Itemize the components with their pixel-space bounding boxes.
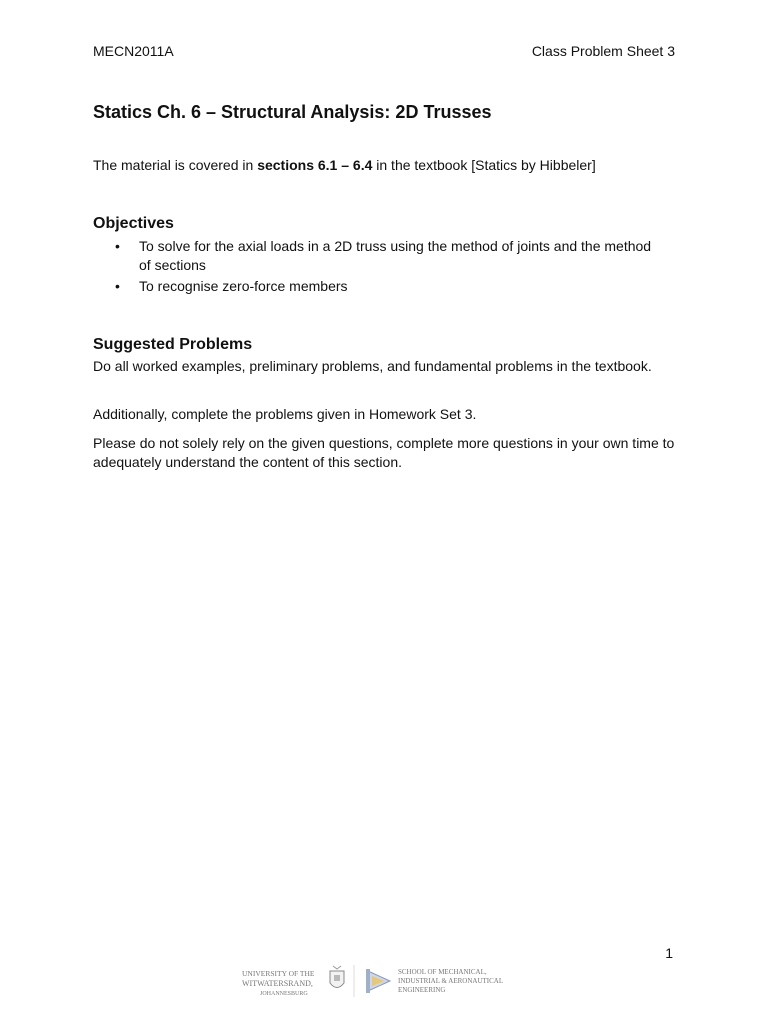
bullet-icon: • <box>115 238 120 254</box>
objective-text: To solve for the axial loads in a 2D truss using the method of joints and the method of sections <box>139 238 652 273</box>
objectives-heading: Objectives <box>93 215 174 232</box>
suggested-paragraph: Additionally, complete the problems given in Homework Set 3. <box>93 406 477 422</box>
intro-text-after: in the textbook [Statics by Hibbeler] <box>372 157 596 173</box>
intro-paragraph <box>93 157 596 173</box>
objective-item <box>93 277 653 296</box>
objectives-list <box>93 237 653 298</box>
university-logo <box>242 966 344 997</box>
page-title: Statics Ch. 6 – Structural Analysis: 2D Trusses <box>93 102 492 122</box>
objective-item <box>93 237 653 275</box>
university-logo-line: WITWATERSRAND, <box>242 979 313 988</box>
intro-text-bold: sections 6.1 – 6.4 <box>257 157 373 173</box>
school-logo-line: ENGINEERING <box>398 986 446 994</box>
school-logo <box>366 968 503 994</box>
university-logo-line: UNIVERSITY OF THE <box>242 969 315 978</box>
header-sheet-title: Class Problem Sheet 3 <box>531 43 675 59</box>
header-course-code: MECN2011A <box>93 43 174 59</box>
objective-text: To recognise zero-force members <box>139 278 348 294</box>
crest-icon <box>330 966 344 988</box>
footer-logos <box>240 961 528 1001</box>
page-number: 1 <box>665 945 673 961</box>
suggested-paragraph: Do all worked examples, preliminary problems, and fundamental problems in the textbook. <box>93 358 652 374</box>
school-logo-line: INDUSTRIAL & AERONAUTICAL <box>398 977 504 985</box>
school-logo-line: SCHOOL OF MECHANICAL, <box>398 968 487 976</box>
university-logo-line: JOHANNESBURG <box>260 991 308 997</box>
intro-text-before: The material is covered in <box>93 157 258 173</box>
suggested-problems-heading: Suggested Problems <box>93 336 253 353</box>
bullet-icon: • <box>115 278 120 294</box>
suggested-paragraph: Please do not solely rely on the given questions, complete more questions in your own time to adequately understand the content of this section. <box>93 435 675 470</box>
school-emblem-icon <box>366 969 390 993</box>
